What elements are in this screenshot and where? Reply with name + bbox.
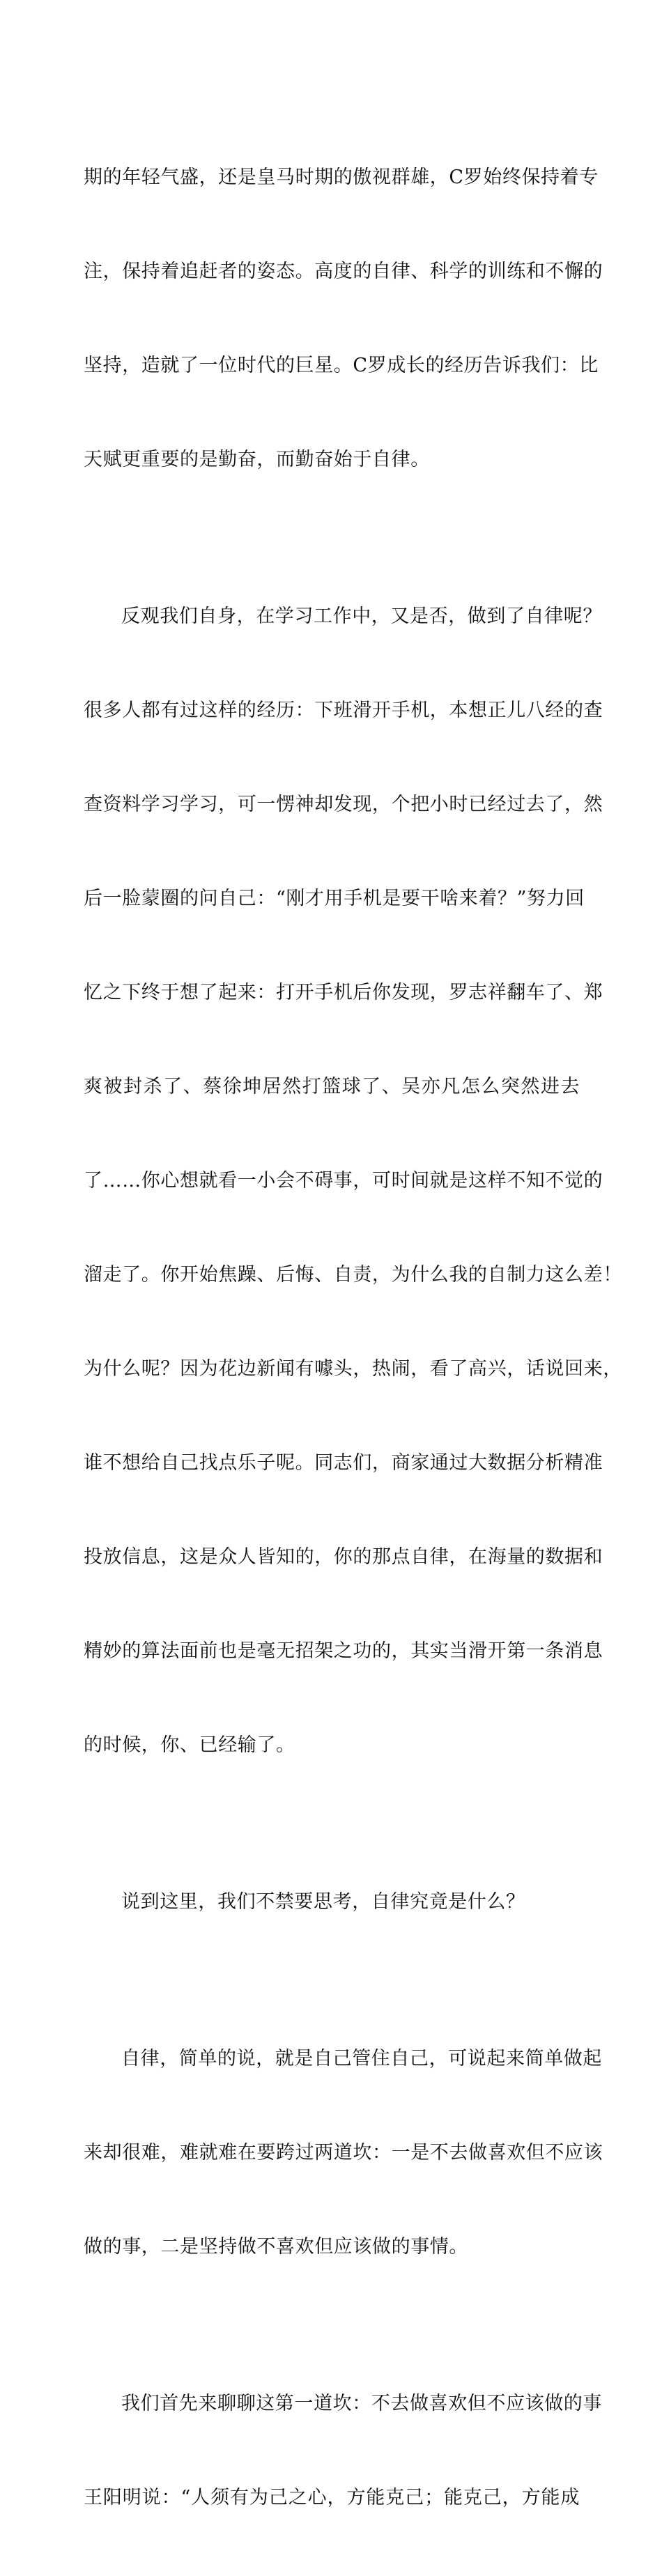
text-line: 爽被封杀了、蔡徐坤居然打篮球了、吴亦凡怎么突然进去 <box>84 1076 580 1097</box>
text-line: 自律，简单的说，就是自己管住自己，可说起来简单做起 <box>121 2048 602 2069</box>
text-line: 谁不想给自己找点乐子呢。同志们，商家通过大数据分析精准 <box>84 1452 603 1474</box>
text-line: 我们首先来聊聊这第一道坎：不去做喜欢但不应该做的事 <box>121 2393 602 2414</box>
text-line: 精妙的算法面前也是毫无招架之功的，其实当滑开第一条消息 <box>84 1640 603 1662</box>
text-line: 了……你心想就看一小会不碍事，可时间就是这样不知不觉的 <box>84 1170 603 1191</box>
text-line: 投放信息，这是众人皆知的，你的那点自律，在海量的数据和 <box>84 1546 603 1568</box>
text-line: 注，保持着追赶者的姿态。高度的自律、科学的训练和不懈的 <box>84 261 603 282</box>
text-line: 很多人都有过这样的经历：下班滑开手机，本想正儿八经的查 <box>84 700 603 721</box>
text-line: 的时候，你、已经输了。 <box>84 1734 295 1756</box>
text-line: 反观我们自身，在学习工作中，又是否，做到了自律呢？ <box>121 606 602 627</box>
text-line: 来却很难，难就难在要跨过两道坎：一是不去做喜欢但不应该 <box>84 2142 603 2164</box>
text-line: 做的事，二是坚持做不喜欢但应该做的事情。 <box>84 2236 468 2258</box>
text-line: 为什么呢？因为花边新闻有噱头，热闹，看了高兴，话说回来， <box>84 1358 622 1380</box>
text-line: 忆之下终于想了起来：打开手机后你发现，罗志祥翻车了、郑 <box>84 982 603 1003</box>
text-line: 坚持，造就了一位时代的巨星。C罗成长的经历告诉我们：比 <box>84 355 599 376</box>
paragraph-5 <box>84 2325 602 2576</box>
text-line: 说到这里，我们不禁要思考，自律究竟是什么？ <box>121 1891 525 1913</box>
paragraph-4 <box>84 1980 603 2325</box>
text-line: 查资料学习学习，可一愣神却发现，个把小时已经过去了，然 <box>84 794 603 815</box>
paragraph-3 <box>84 1823 580 1980</box>
paragraph-2 <box>84 538 622 1823</box>
text-line: 溜走了。你开始焦躁、后悔、自责，为什么我的自制力这么差！ <box>84 1264 622 1286</box>
text-line: 天赋更重要的是勤奋，而勤奋始于自律。 <box>84 449 430 470</box>
text-line: 后一脸蒙圈的问自己：“刚才用手机是要干啥来着？”努力回 <box>84 888 585 909</box>
text-line: 王阳明说：“人须有为己之心，方能克己；能克己，方能成 <box>84 2487 580 2508</box>
paragraph-1 <box>84 99 603 538</box>
document-body <box>84 99 622 2576</box>
text-line: 期的年轻气盛，还是皇马时期的傲视群雄，C罗始终保持着专 <box>84 167 599 188</box>
